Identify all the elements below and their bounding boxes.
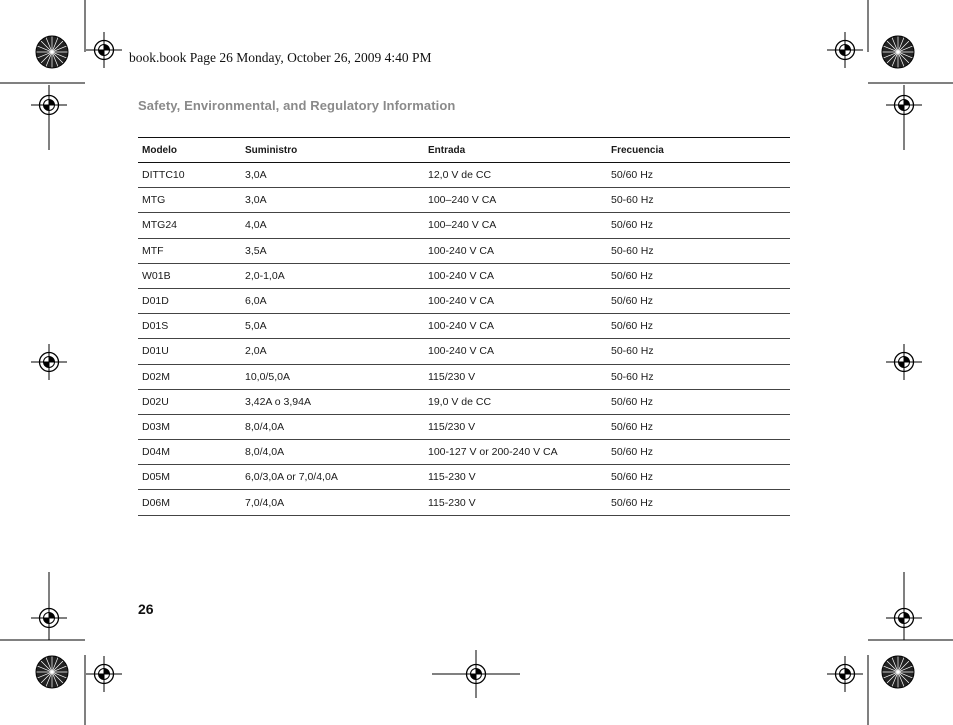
cell-suministro: 7,0/4,0A (245, 496, 285, 509)
cell-frecuencia: 50/60 Hz (611, 395, 654, 408)
cell-frecuencia: 50/60 Hz (611, 320, 654, 333)
cell-suministro: 5,0A (245, 320, 267, 333)
cell-frecuencia: 50/60 Hz (611, 420, 654, 433)
cell-modelo: D04M (142, 446, 171, 459)
cell-suministro: 4,0A (245, 219, 267, 232)
cell-suministro: 2,0A (245, 345, 267, 358)
cell-modelo: W01B (142, 269, 171, 282)
cell-suministro: 3,0A (245, 194, 267, 207)
cell-frecuencia: 50/60 Hz (611, 169, 654, 182)
cell-modelo: D01S (142, 320, 169, 333)
table-row (138, 415, 790, 440)
table-body (138, 163, 790, 516)
cell-frecuencia: 50-60 Hz (611, 370, 654, 383)
cell-entrada: 100-240 V CA (428, 295, 494, 308)
cell-suministro: 6,0A (245, 295, 267, 308)
table-row (138, 390, 790, 415)
cell-entrada: 12,0 V de CC (428, 169, 492, 182)
cell-entrada: 100-127 V or 200-240 V CA (428, 446, 558, 459)
table-row (138, 339, 790, 364)
cell-frecuencia: 50/60 Hz (611, 496, 654, 509)
cell-frecuencia: 50/60 Hz (611, 471, 654, 484)
table-row (138, 314, 790, 339)
cell-suministro: 2,0-1,0A (245, 269, 285, 282)
cell-entrada: 115-230 V (428, 496, 476, 509)
section-title: Safety, Environmental, and Regulatory Information (138, 98, 456, 113)
table-row (138, 465, 790, 490)
cell-frecuencia: 50-60 Hz (611, 244, 654, 257)
cell-entrada: 100-240 V CA (428, 269, 494, 282)
column-header-suministro: Suministro (245, 144, 298, 156)
cell-suministro: 3,5A (245, 244, 267, 257)
print-slug: book.book Page 26 Monday, October 26, 2009 4:40 PM (129, 50, 432, 65)
cell-frecuencia: 50-60 Hz (611, 345, 654, 358)
cell-modelo: D06M (142, 496, 171, 509)
cell-suministro: 8,0/4,0A (245, 446, 285, 459)
cell-frecuencia: 50/60 Hz (611, 446, 654, 459)
cell-frecuencia: 50/60 Hz (611, 219, 654, 232)
cell-frecuencia: 50/60 Hz (611, 269, 654, 282)
cell-entrada: 100-240 V CA (428, 244, 494, 257)
cell-frecuencia: 50-60 Hz (611, 194, 654, 207)
cell-entrada: 100-240 V CA (428, 320, 494, 333)
cell-modelo: MTG (142, 194, 166, 207)
cell-modelo: DITTC10 (142, 169, 185, 182)
cell-suministro: 10,0/5,0A (245, 370, 290, 383)
table-row (138, 163, 790, 188)
cell-entrada: 115/230 V (428, 370, 476, 383)
cell-modelo: D01D (142, 295, 169, 308)
cell-suministro: 3,42A o 3,94A (245, 395, 311, 408)
table-header-row (138, 138, 790, 163)
page-number: 26 (138, 601, 154, 617)
power-supply-table (138, 137, 790, 516)
cell-entrada: 115/230 V (428, 420, 476, 433)
table-row (138, 188, 790, 213)
table-row (138, 365, 790, 390)
table-row (138, 440, 790, 465)
cell-entrada: 100–240 V CA (428, 219, 497, 232)
cell-modelo: D05M (142, 471, 171, 484)
column-header-entrada: Entrada (428, 144, 466, 156)
table-row (138, 239, 790, 264)
column-header-modelo: Modelo (142, 144, 177, 156)
cell-entrada: 100–240 V CA (428, 194, 497, 207)
cell-entrada: 100-240 V CA (428, 345, 494, 358)
cell-modelo: D02U (142, 395, 169, 408)
cell-modelo: MTG24 (142, 219, 178, 232)
cell-suministro: 8,0/4,0A (245, 420, 285, 433)
table-row (138, 264, 790, 289)
table-row (138, 213, 790, 238)
cell-frecuencia: 50/60 Hz (611, 295, 654, 308)
cell-entrada: 19,0 V de CC (428, 395, 492, 408)
cell-suministro: 3,0A (245, 169, 267, 182)
cell-modelo: D01U (142, 345, 169, 358)
cell-suministro: 6,0/3,0A or 7,0/4,0A (245, 471, 338, 484)
cell-modelo: D03M (142, 420, 171, 433)
column-header-frecuencia: Frecuencia (611, 144, 664, 156)
cell-modelo: D02M (142, 370, 171, 383)
table-row (138, 490, 790, 515)
cell-entrada: 115-230 V (428, 471, 476, 484)
cell-modelo: MTF (142, 244, 164, 257)
table-row (138, 289, 790, 314)
